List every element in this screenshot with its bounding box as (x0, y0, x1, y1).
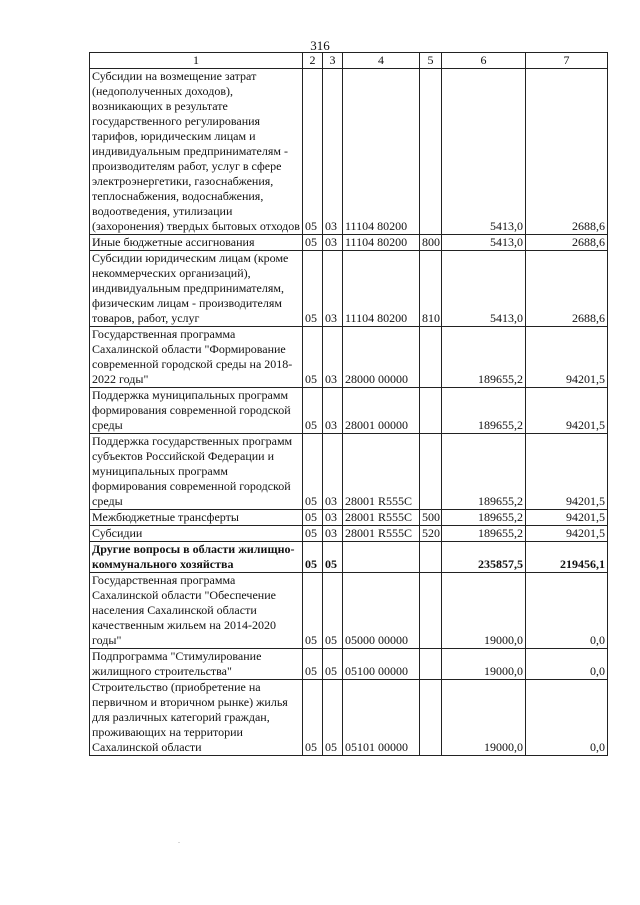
cell-vr (420, 680, 442, 756)
cell-v2019: 19000,0 (442, 680, 526, 756)
cell-csr: 28001 00000 (343, 388, 420, 434)
cell-vr: 800 (420, 235, 442, 251)
cell-pr: 03 (323, 434, 343, 510)
cell-v2020: 94201,5 (526, 526, 608, 542)
table-row (90, 235, 608, 251)
cell-v2020: 94201,5 (526, 510, 608, 526)
scan-dot: . (178, 836, 180, 845)
cell-v2019: 5413,0 (442, 251, 526, 327)
cell-name: Поддержка муниципальных программ формирования современной городской среды (90, 388, 303, 434)
cell-v2020: 94201,5 (526, 434, 608, 510)
cell-vr (420, 573, 442, 649)
cell-csr: 28001 R555C (343, 434, 420, 510)
cell-csr: 28001 R555C (343, 510, 420, 526)
cell-vr (420, 649, 442, 680)
cell-name: Иные бюджетные ассигнования (90, 235, 303, 251)
cell-name: Подпрограмма "Стимулирование жилищного строительства" (90, 649, 303, 680)
cell-csr (343, 542, 420, 573)
cell-csr: 11104 80200 (343, 235, 420, 251)
cell-pr: 03 (323, 327, 343, 388)
cell-v2020: 219456,1 (526, 542, 608, 573)
cell-pr: 03 (323, 251, 343, 327)
page-number: 316 (310, 38, 330, 53)
cell-vr: 520 (420, 526, 442, 542)
cell-v2020: 2688,6 (526, 235, 608, 251)
cell-vr (420, 327, 442, 388)
cell-vr (420, 542, 442, 573)
cell-csr: 05101 00000 (343, 680, 420, 756)
table-row (90, 573, 608, 649)
cell-pr: 05 (323, 680, 343, 756)
cell-name: Государственная программа Сахалинской области "Обеспечение населения Сахалинской области качественным жильем на 2014-2020 годы" (90, 573, 303, 649)
cell-v2019: 5413,0 (442, 235, 526, 251)
cell-name: Государственная программа Сахалинской области "Формирование современной городской среды на 2018-2022 годы" (90, 327, 303, 388)
cell-rz: 05 (303, 573, 323, 649)
cell-csr: 28000 00000 (343, 327, 420, 388)
cell-rz: 05 (303, 69, 323, 235)
cell-rz: 05 (303, 680, 323, 756)
header-cell: 2 (303, 53, 323, 69)
cell-v2020: 94201,5 (526, 327, 608, 388)
cell-csr: 28001 R555C (343, 526, 420, 542)
cell-rz: 05 (303, 388, 323, 434)
cell-rz: 05 (303, 327, 323, 388)
table-row (90, 526, 608, 542)
cell-rz: 05 (303, 542, 323, 573)
cell-csr: 05100 00000 (343, 649, 420, 680)
cell-v2020: 94201,5 (526, 388, 608, 434)
cell-rz: 05 (303, 510, 323, 526)
cell-v2019: 189655,2 (442, 388, 526, 434)
budget-table (89, 52, 608, 756)
table-row (90, 327, 608, 388)
cell-name: Другие вопросы в области жилищно-коммунального хозяйства (90, 542, 303, 573)
cell-rz: 05 (303, 649, 323, 680)
cell-name: Субсидии юридическим лицам (кроме некоммерческих организаций), индивидуальным предпринимателям, физическим лицам - производителям товаров, работ, услуг (90, 251, 303, 327)
cell-name: Поддержка государственных программ субъектов Российской Федерации и муниципальных программ формирования современной городской среды (90, 434, 303, 510)
cell-v2019: 235857,5 (442, 542, 526, 573)
table-row (90, 251, 608, 327)
header-cell: 1 (90, 53, 303, 69)
cell-v2020: 0,0 (526, 573, 608, 649)
cell-pr: 05 (323, 649, 343, 680)
cell-vr (420, 434, 442, 510)
header-cell: 6 (442, 53, 526, 69)
table-row (90, 434, 608, 510)
cell-name: Субсидии (90, 526, 303, 542)
header-cell: 7 (526, 53, 608, 69)
cell-vr (420, 388, 442, 434)
cell-v2019: 189655,2 (442, 434, 526, 510)
cell-v2020: 2688,6 (526, 69, 608, 235)
cell-v2019: 19000,0 (442, 649, 526, 680)
cell-name: Строительство (приобретение на первичном и вторичном рынке) жилья для различных категорий граждан, проживающих на территории Сахалинской области (90, 680, 303, 756)
cell-rz: 05 (303, 235, 323, 251)
table-row (90, 680, 608, 756)
table-row (90, 69, 608, 235)
cell-vr (420, 69, 442, 235)
table-row (90, 649, 608, 680)
cell-pr: 03 (323, 388, 343, 434)
cell-pr: 03 (323, 69, 343, 235)
cell-pr: 05 (323, 542, 343, 573)
cell-v2019: 189655,2 (442, 526, 526, 542)
cell-v2019: 19000,0 (442, 573, 526, 649)
cell-v2019: 5413,0 (442, 69, 526, 235)
header-cell: 4 (343, 53, 420, 69)
cell-rz: 05 (303, 434, 323, 510)
cell-pr: 03 (323, 526, 343, 542)
cell-v2020: 0,0 (526, 680, 608, 756)
cell-csr: 11104 80200 (343, 251, 420, 327)
cell-pr: 05 (323, 573, 343, 649)
cell-rz: 05 (303, 251, 323, 327)
cell-v2020: 0,0 (526, 649, 608, 680)
cell-name: Субсидии на возмещение затрат (недополученных доходов), возникающих в результате государственного регулирования тарифов, юридическим лицам и индивидуальным предпринимателям - производителям работ, услуг в сфере электроэнергетики, газоснабжения, теплоснабжения, водоснабжения, водоотведения, утилизации (захоронения) твердых бытовых отходов (90, 69, 303, 235)
cell-pr: 03 (323, 235, 343, 251)
cell-v2019: 189655,2 (442, 327, 526, 388)
table-row (90, 388, 608, 434)
table-header-row (90, 53, 608, 69)
header-cell: 5 (420, 53, 442, 69)
cell-vr: 500 (420, 510, 442, 526)
cell-name: Межбюджетные трансферты (90, 510, 303, 526)
table-row (90, 542, 608, 573)
cell-rz: 05 (303, 526, 323, 542)
cell-csr: 05000 00000 (343, 573, 420, 649)
cell-v2020: 2688,6 (526, 251, 608, 327)
table-row (90, 510, 608, 526)
cell-pr: 03 (323, 510, 343, 526)
cell-csr: 11104 80200 (343, 69, 420, 235)
cell-vr: 810 (420, 251, 442, 327)
cell-v2019: 189655,2 (442, 510, 526, 526)
header-cell: 3 (323, 53, 343, 69)
